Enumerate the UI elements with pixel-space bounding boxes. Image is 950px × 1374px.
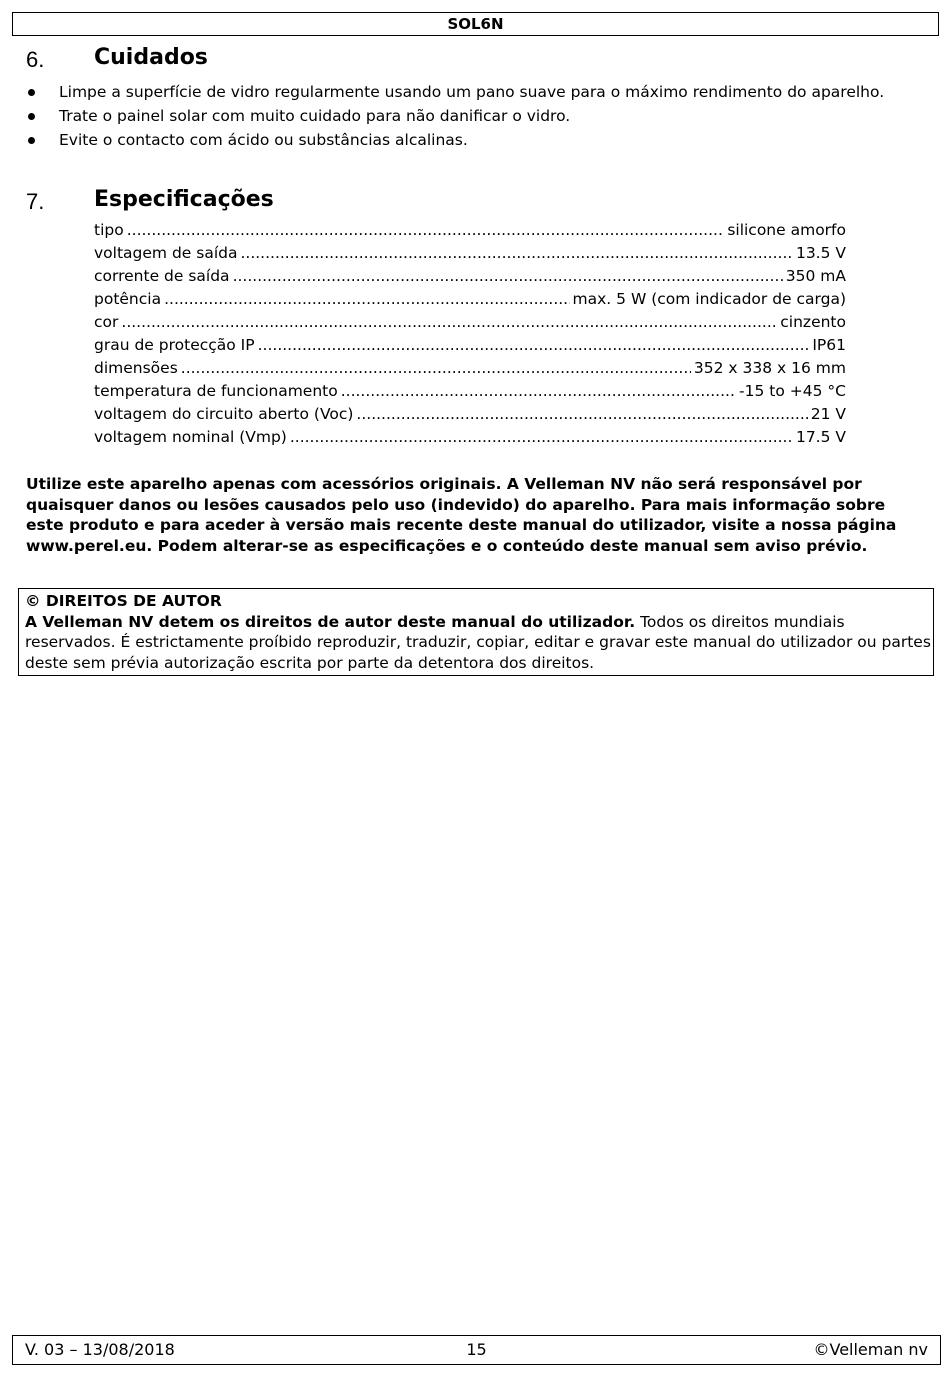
spec-label: potência <box>94 290 162 308</box>
spec-value: -15 to +45 °C <box>739 382 846 400</box>
spec-label: voltagem de saída <box>94 244 238 262</box>
spec-label: temperatura de funcionamento <box>94 382 338 400</box>
header-title: SOL6N <box>447 15 504 33</box>
bullet-icon <box>28 137 35 144</box>
dot-leader <box>121 313 777 331</box>
spec-value: 350 mA <box>785 267 846 285</box>
spec-value: 13.5 V <box>795 244 846 262</box>
spec-value: max. 5 W (com indicador de carga) <box>572 290 846 308</box>
spec-row <box>94 244 846 267</box>
spec-table <box>94 221 846 451</box>
page-header <box>12 12 939 36</box>
bullet-icon <box>28 89 35 96</box>
dot-leader <box>127 221 725 239</box>
spec-label: tipo <box>94 221 124 239</box>
spec-row <box>94 267 846 290</box>
spec-row <box>94 336 846 359</box>
spec-label: voltagem nominal (Vmp) <box>94 428 287 446</box>
spec-label: cor <box>94 313 119 331</box>
list-item: Limpe a superfície de vidro regularmente usando um pano suave para o máximo rendimento do aparelho. <box>26 82 906 103</box>
spec-row <box>94 313 846 336</box>
copyright-body-text: Todos os direitos mundiais reservados. É estrictamente proíbido reproduzir, traduzir, copiar, editar e gravar este manual do utilizador ou partes deste sem prévia autorização escrita por parte da detentora dos direitos. <box>25 612 931 672</box>
copyright-box <box>18 588 934 676</box>
dot-leader <box>341 382 736 400</box>
dot-leader <box>164 290 569 308</box>
section-number: 6. <box>26 47 45 72</box>
spec-value: 17.5 V <box>795 428 846 446</box>
spec-row <box>94 359 846 382</box>
copyright-text <box>25 612 933 674</box>
copyright-bold-text: A Velleman NV detem os direitos de autor deste manual do utilizador. <box>25 612 636 631</box>
spec-value: cinzento <box>780 313 846 331</box>
section-title: Cuidados <box>94 45 208 70</box>
usage-notice: Utilize este aparelho apenas com acessórios originais. A Velleman NV não será responsável por quaisquer danos ou lesões causados pelo uso (indevido) do aparelho. Para mais informação sobre este produto e para aceder à versão mais recente deste manual do utilizador, visite a nossa página www.perel.eu. Podem alterar-se as especificações e o conteúdo deste manual sem aviso prévio. <box>26 475 897 556</box>
spec-label: corrente de saída <box>94 267 230 285</box>
spec-row <box>94 428 846 451</box>
dot-leader <box>240 244 792 262</box>
footer-company: ©Velleman nv <box>813 1340 928 1359</box>
care-list <box>26 82 906 154</box>
spec-row <box>94 382 846 405</box>
dot-leader <box>258 336 810 354</box>
dot-leader <box>181 359 691 377</box>
spec-row <box>94 221 846 244</box>
bullet-icon <box>28 113 35 120</box>
spec-value: IP61 <box>812 336 846 354</box>
spec-label: voltagem do circuito aberto (Voc) <box>94 405 354 423</box>
footer-version: V. 03 – 13/08/2018 <box>25 1340 175 1359</box>
section-title: Especificações <box>94 187 274 212</box>
footer-page-number: 15 <box>466 1340 487 1359</box>
copyright-heading: © DIREITOS DE AUTOR <box>25 592 222 610</box>
dot-leader <box>233 267 783 285</box>
dot-leader <box>356 405 807 423</box>
list-item: Trate o painel solar com muito cuidado para não danificar o vidro. <box>26 106 906 127</box>
spec-label: grau de protecção IP <box>94 336 255 354</box>
spec-value: silicone amorfo <box>727 221 846 239</box>
spec-row <box>94 290 846 313</box>
list-item: Evite o contacto com ácido ou substâncias alcalinas. <box>26 130 906 151</box>
spec-label: dimensões <box>94 359 178 377</box>
spec-value: 21 V <box>810 405 846 423</box>
dot-leader <box>290 428 793 446</box>
spec-row <box>94 405 846 428</box>
section-number: 7. <box>26 189 45 214</box>
page-footer <box>12 1335 941 1365</box>
spec-value: 352 x 338 x 16 mm <box>693 359 846 377</box>
